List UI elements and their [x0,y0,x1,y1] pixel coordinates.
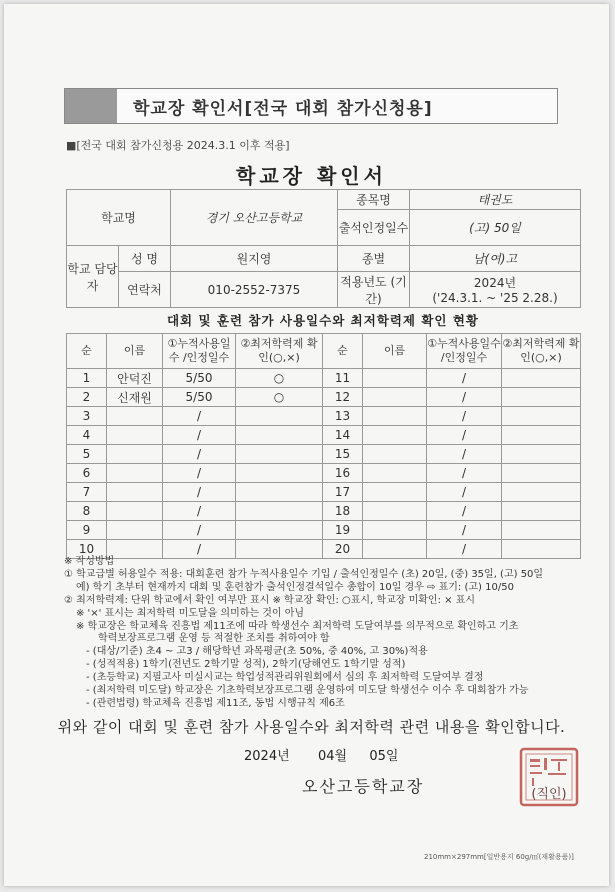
section-title: 대회 및 훈련 참가 사용일수와 최저학력제 확인 현황 [166,313,480,328]
note-line: - (대상/기준) 초4 ~ 고3 / 해당학년 과목평균(초 50%, 중 40%, 고 30%)적용 [86,646,428,658]
note-line: ※ 학교장은 학교체육 진흥법 제11조에 따라 학생선수 최저학력 도달여부를 의무적으로 확인하고 기초 [76,620,519,632]
form-header [64,88,558,124]
cell-no: 17 [323,483,363,502]
event-value: 태권도 [410,190,581,210]
date-day: 05일 [369,749,399,764]
note-line: - (초등학교) 지필고사 미실시교는 학업성적관리위원회에서 심의 후 최저학력 도달여부 결정 [86,672,484,684]
cell-days: / [163,445,236,464]
period-value: ('24.3.1. ~ '25 2.28.) [432,291,558,305]
attend-label: 출석인정일수 [338,210,410,246]
cell-days: / [163,521,236,540]
note-line: 학력보장프로그램 운영 등 적절한 조치를 취하여야 함 [98,633,330,645]
cell-min [236,407,323,426]
instructions [64,556,584,711]
cell-days: / [427,502,502,521]
principal-signature: 오산고등학교장 [302,777,425,796]
gender-label: 종별 [338,246,410,272]
cell-days: / [427,369,502,388]
cell-no: 9 [67,521,107,540]
table-row [67,388,581,407]
cell-no: 2 [67,388,107,407]
cell-min [236,426,323,445]
cell-min [502,483,581,502]
info-table [66,189,581,308]
cell-name [363,464,427,483]
col-min-left: ②최저학력제 확인(○,×) [236,334,323,369]
note-line: ※ 작성방법 [64,556,115,567]
table-row [67,464,581,483]
cell-days: / [163,540,236,559]
cell-no: 11 [323,369,363,388]
cell-min [502,502,581,521]
cell-name: 신재원 [107,388,163,407]
cell-days: / [163,483,236,502]
cell-days: / [427,483,502,502]
cell-min [236,521,323,540]
official-seal [518,746,580,808]
table-row [67,483,581,502]
cell-min [502,407,581,426]
cell-min [502,369,581,388]
note-line: - (최저학력 미도달) 학교장은 기초학력보장프로그램 운영하여 미도달 학생선수 이수 후 대회참가 가능 [86,685,529,697]
cell-days: / [163,502,236,521]
year-value: 2024년 [473,276,517,290]
name-value: 원지영 [171,246,338,272]
table-row [67,407,581,426]
cell-days: / [163,426,236,445]
cell-min: ○ [236,369,323,388]
cell-name [107,407,163,426]
form-header-title: 학교장 확인서[전국 대회 참가신청용] [133,99,433,119]
cell-days: / [427,540,502,559]
cell-name [363,521,427,540]
document-title: 학교장 확인서 [236,164,387,188]
cell-days: 5/50 [163,388,236,407]
col-name-left: 이름 [107,334,163,369]
table-row [67,369,581,388]
header-shade [65,89,117,123]
cell-no: 15 [323,445,363,464]
table-row [67,502,581,521]
applicability-note: ■[전국 대회 참가신청용 2024.3.1 이후 적용] [66,139,290,152]
contact-value: 010-2552-7375 [171,272,338,308]
cell-name: 안덕진 [107,369,163,388]
attend-value: (고) 50일 [410,210,581,246]
cell-min [502,464,581,483]
cell-days: / [163,407,236,426]
table-row [67,426,581,445]
cell-no: 6 [67,464,107,483]
cell-name [363,388,427,407]
cell-no: 14 [323,426,363,445]
seal-mark: (직인) [531,787,567,802]
note-line: ① 학교급별 허용일수 적용: 대회훈련 참가 누적사용일수 기입 / 출석인정일수 (초) 20일, (중) 35일, (고) 50일 [64,568,544,580]
document-page [4,4,609,886]
cell-days: / [427,464,502,483]
cell-no: 3 [67,407,107,426]
cell-name [363,445,427,464]
col-name-right: 이름 [363,334,427,369]
table-row [67,445,581,464]
note-line: ※ '×' 표시는 최저학력 미도달을 의미하는 것이 아님 [76,607,305,619]
col-no-right: 순 [323,334,363,369]
name-label: 성 명 [119,246,171,272]
cell-min [502,445,581,464]
cell-no: 16 [323,464,363,483]
cell-min [502,388,581,407]
event-label: 종목명 [338,190,410,210]
note-line: - (성적적용) 1학기(전년도 2학기말 성적), 2학기(당해연도 1학기말 성적) [86,659,406,671]
cell-name [363,407,427,426]
paper-spec: 210mm×297mm[일반용지 60g/㎡(재활용품)] [424,853,574,861]
cell-no: 5 [67,445,107,464]
cell-name [363,369,427,388]
note-line: ② 최저학력제: 단위 학교에서 확인 여부만 표시 ※ 학교장 확인: ○표시, 학교장 미확인: × 표시 [64,594,476,606]
cell-days: / [427,426,502,445]
cell-no: 20 [323,540,363,559]
contact-label: 연락처 [119,272,171,308]
cell-days: / [427,388,502,407]
cell-name [107,426,163,445]
cell-days: / [427,521,502,540]
cell-no: 8 [67,502,107,521]
cell-min [502,426,581,445]
confirmation-text: 위와 같이 대회 및 훈련 참가 사용일수와 최저학력 관련 내용을 확인합니다. [57,718,566,736]
cell-no: 19 [323,521,363,540]
col-days-left: ①누적사용일수 /인정일수 [163,334,236,369]
cell-min: ○ [236,388,323,407]
cell-name [363,502,427,521]
cell-min [236,483,323,502]
col-min-right: ②최저학력제 확인(○,×) [502,334,581,369]
note-line: 예) 학기 초부터 현재까지 대회 및 훈련참가 출석인정결석일수 총합이 10일 경우 ⇨ 표기: (고) 10/50 [76,581,514,593]
cell-days: / [163,464,236,483]
school-label: 학교명 [67,190,171,246]
cell-no: 1 [67,369,107,388]
cell-min [236,502,323,521]
cell-no: 12 [323,388,363,407]
cell-min [502,521,581,540]
participation-table [66,333,581,559]
cell-name [107,483,163,502]
cell-days: 5/50 [163,369,236,388]
table-row [67,521,581,540]
cell-no: 4 [67,426,107,445]
date-year: 2024년 [244,749,290,764]
cell-name [107,502,163,521]
manager-label: 학교 담당자 [67,246,119,308]
note-line: - (관련법령) 학교체육 진흥법 제11조, 동법 시행규칙 제6조 [86,697,345,709]
cell-days: / [427,445,502,464]
cell-no: 7 [67,483,107,502]
cell-name [107,521,163,540]
cell-name [363,426,427,445]
year-label: 적용년도 (기간) [338,272,410,308]
cell-min [236,464,323,483]
cell-no: 10 [67,540,107,559]
gender-value: 남(여)고 [410,246,581,272]
col-no-left: 순 [67,334,107,369]
cell-no: 13 [323,407,363,426]
school-value: 경기 오산고등학교 [171,190,338,246]
cell-no: 18 [323,502,363,521]
col-days-right: ①누적사용일수 /인정일수 [427,334,502,369]
cell-min [236,445,323,464]
cell-name [107,445,163,464]
cell-days: / [427,407,502,426]
year-cell [410,272,581,308]
date-month: 04월 [317,749,348,764]
cell-name [363,483,427,502]
issue-date [244,745,398,764]
cell-name [107,464,163,483]
